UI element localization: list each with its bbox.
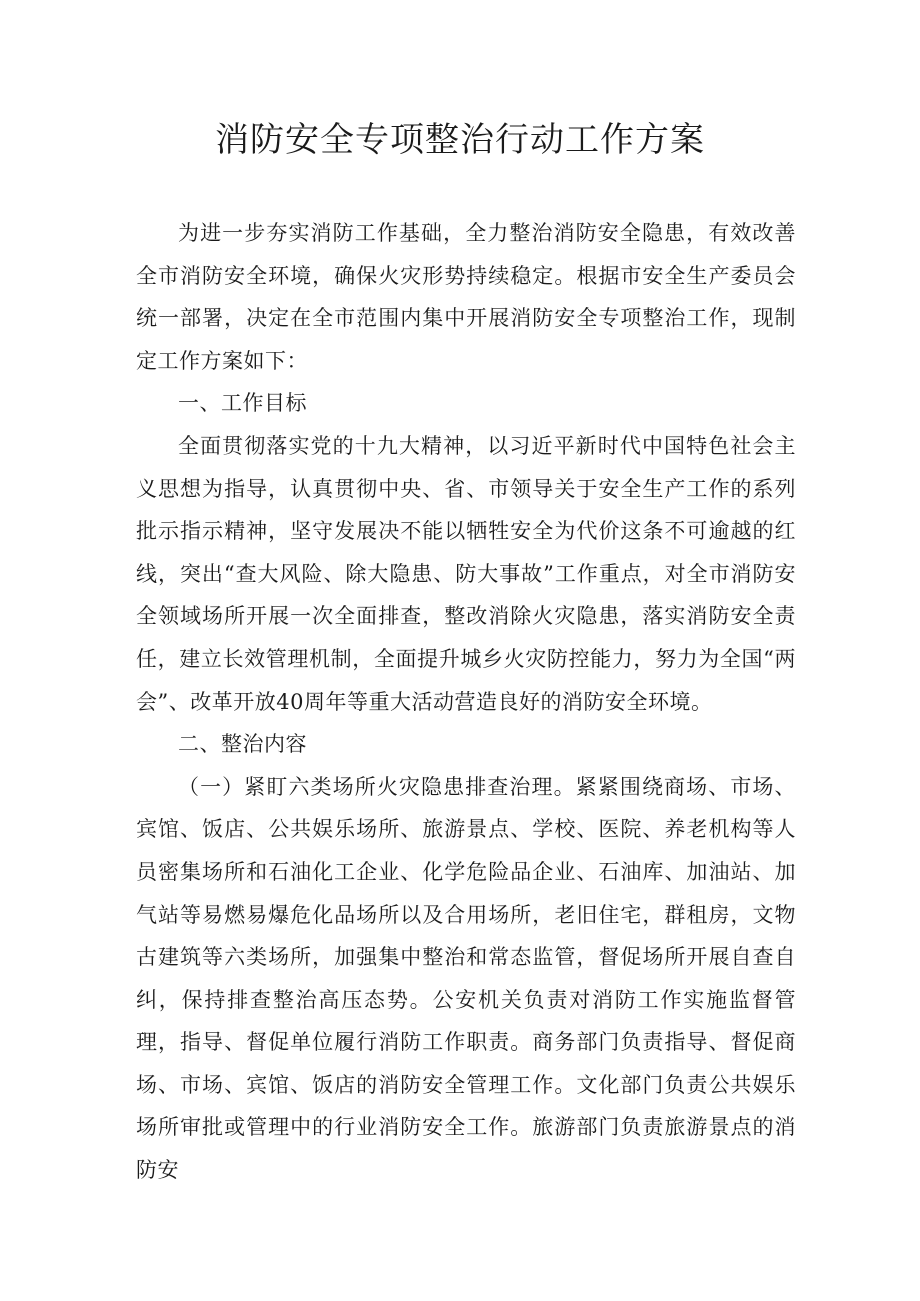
section-heading-content: 二、整治内容 xyxy=(178,732,307,757)
document-title: 消防安全专项整治行动工作方案 xyxy=(215,120,705,160)
goals-paragraph: 全面贯彻落实党的十九大精神，以习近平新时代中国特色社会主义思想为指导，认真贯彻中央、省、市领导关于安全生产工作的系列批示指示精神，坚守发展决不能以牺牲安全为代价这条不可逾越的红线，突出“查大风险、除大隐患、防大事故”工作重点，对全市消防安全领域场所开展一次全面排查，整改消除火灾隐患，落实消防安全责任，建立长效管理机制，全面提升城乡火灾防控能力，努力为全国“两会”、改革开放40周年等重大活动营造良好的消防安全环境。 xyxy=(136,433,796,714)
document-body xyxy=(136,212,796,1192)
section-heading-goals: 一、工作目标 xyxy=(178,391,307,416)
intro-paragraph: 为进一步夯实消防工作基础，全力整治消防安全隐患，有效改善全市消防安全环境，确保火灾形势持续稳定。根据市安全生产委员会统一部署，决定在全市范围内集中开展消防安全专项整治工作，现制定工作方案如下： xyxy=(136,221,796,373)
content-paragraph-1: （一）紧盯六类场所火灾隐患排查治理。紧紧围绕商场、市场、宾馆、饭店、公共娱乐场所、旅游景点、学校、医院、养老机构等人员密集场所和石油化工企业、化学危险品企业、石油库、加油站、加气站等易燃易爆危化品场所以及合用场所，老旧住宅，群租房，文物古建筑等六类场所，加强集中整治和常态监管，督促场所开展自查自纠，保持排查整治高压态势。公安机关负责对消防工作实施监督管理，指导、督促单位履行消防工作职责。商务部门负责指导、督促商场、市场、宾馆、饭店的消防安全管理工作。文化部门负责公共娱乐场所审批或管理中的行业消防安全工作。旅游部门负责旅游景点的消防安 xyxy=(136,774,796,1183)
